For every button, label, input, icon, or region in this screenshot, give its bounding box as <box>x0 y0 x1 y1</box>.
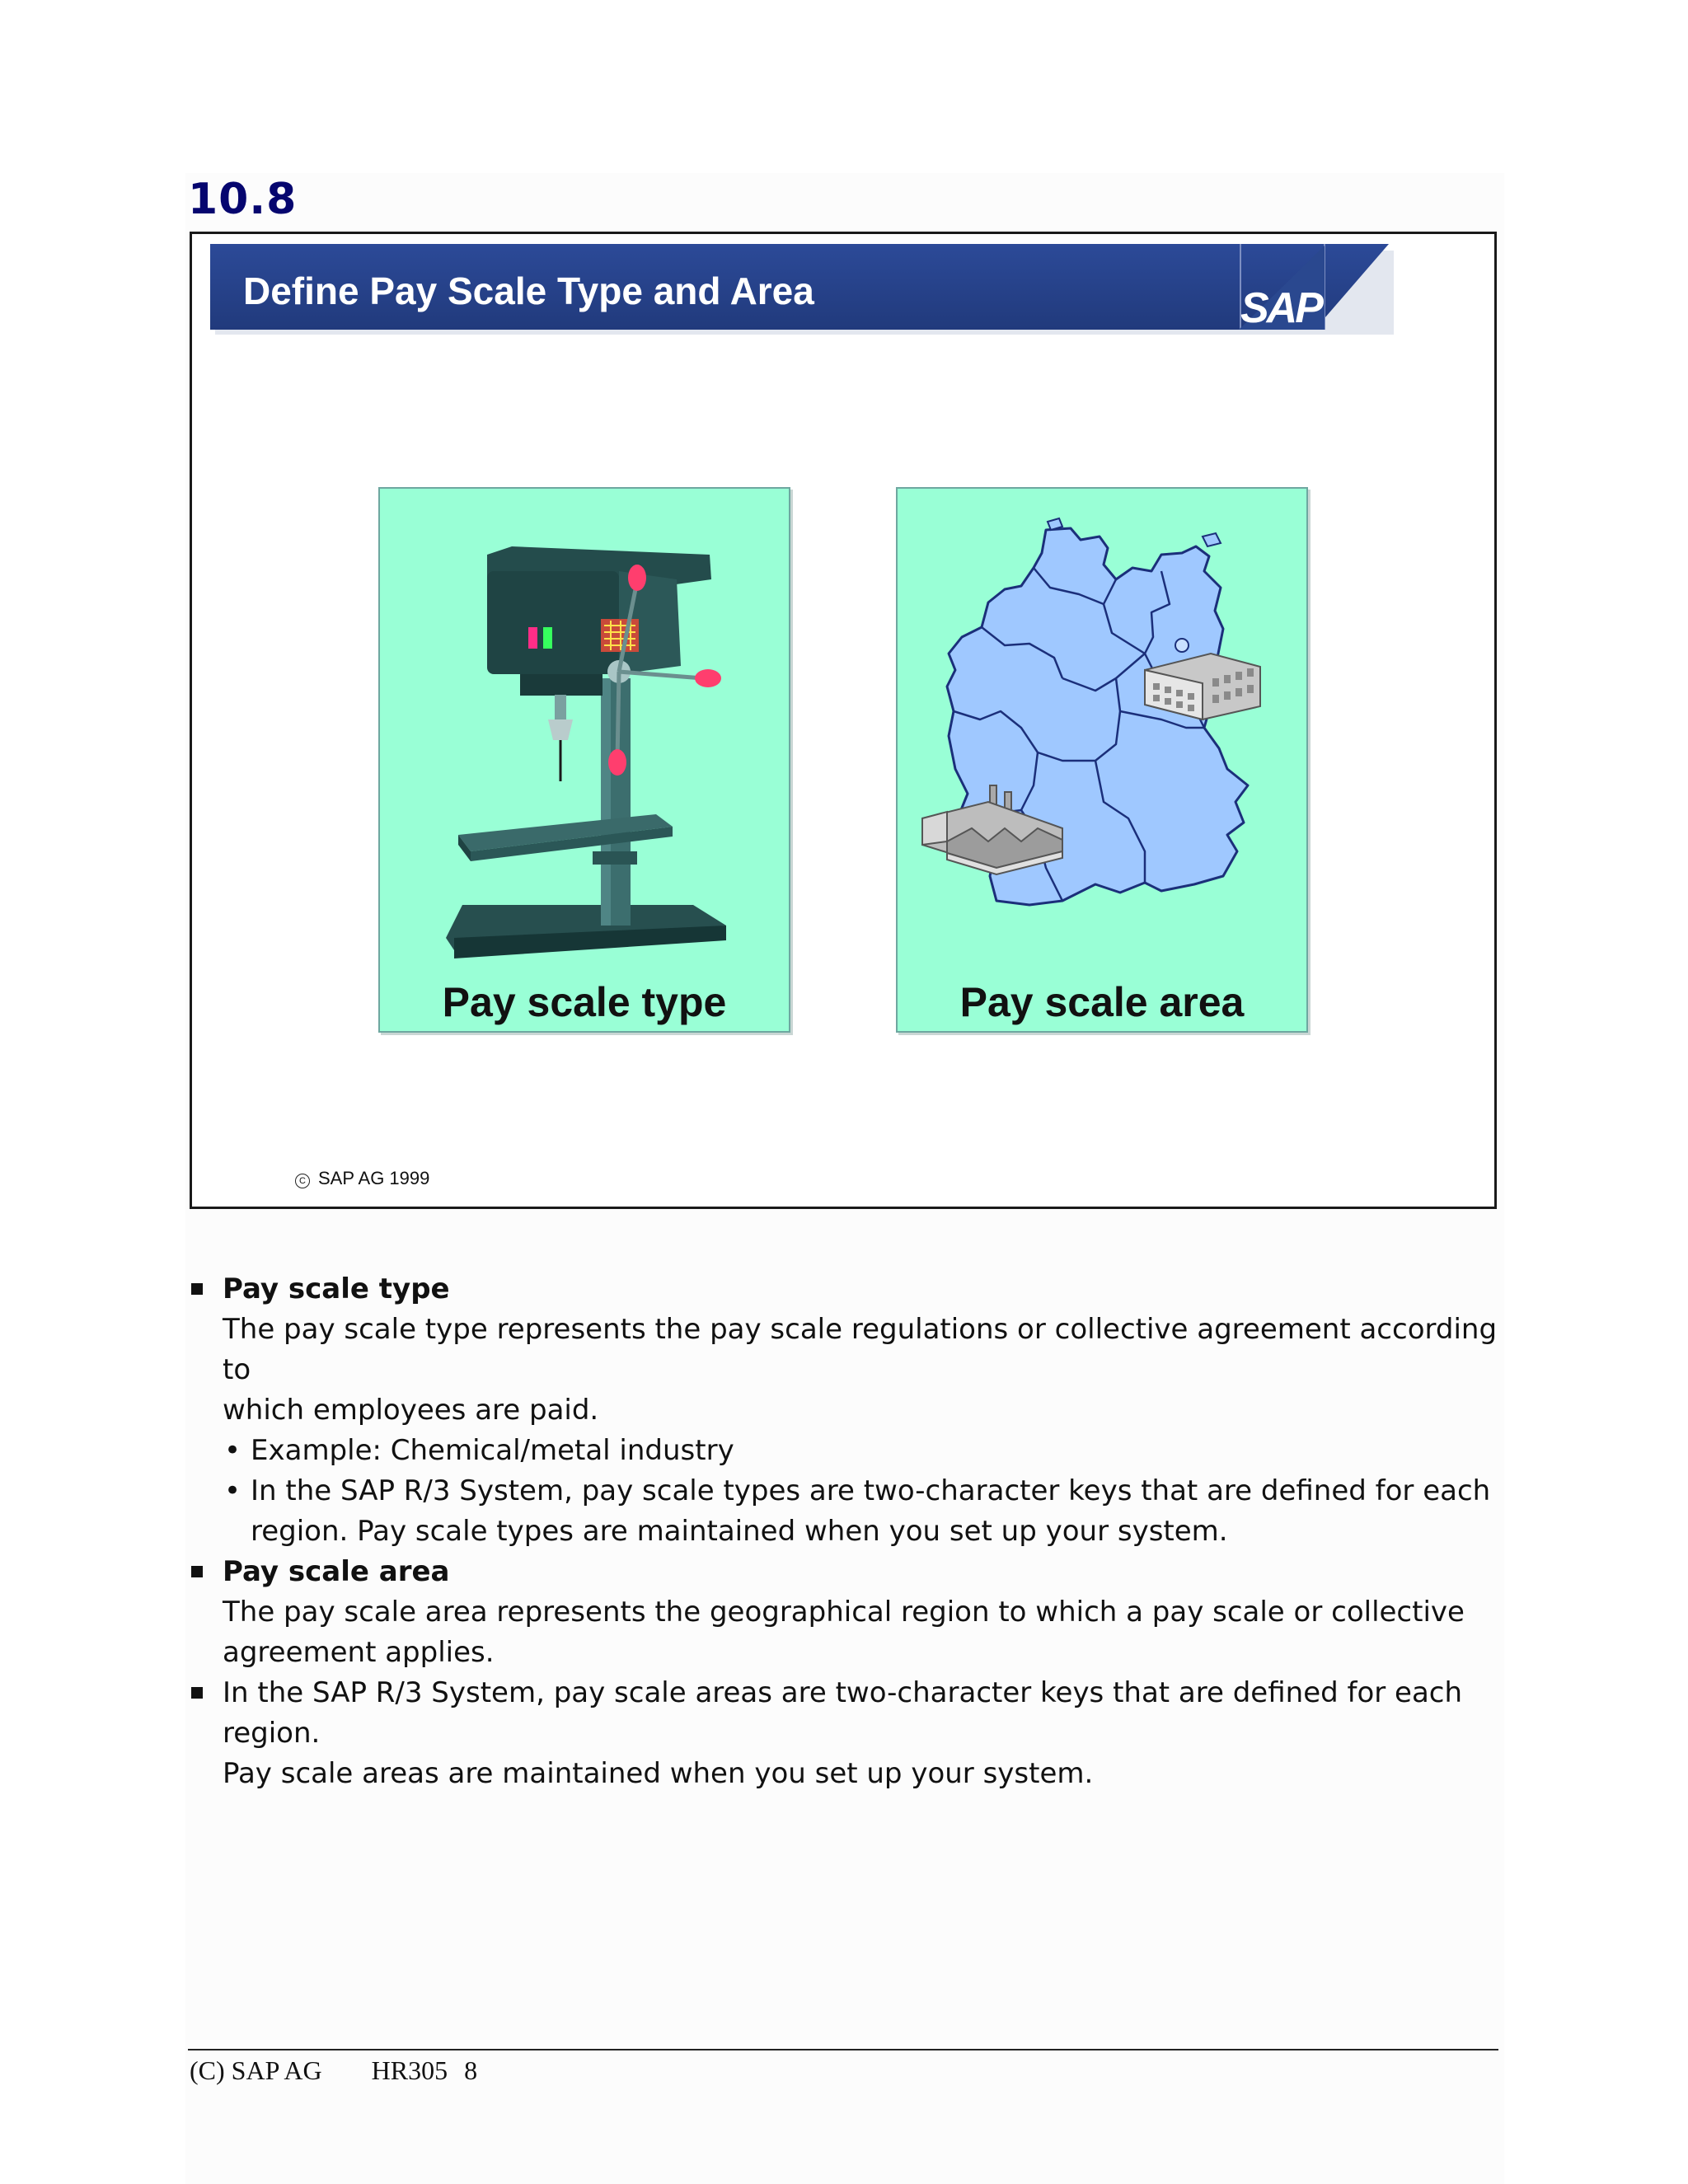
note-item-pay-scale-type <box>188 1269 1498 1431</box>
copyright-icon: C <box>295 1174 310 1188</box>
slide-frame <box>190 232 1497 1209</box>
pay-scale-type-label: Pay scale type <box>442 979 727 1025</box>
pay-scale-area-panel <box>896 487 1308 1033</box>
note-text: The pay scale area represents the geographical region to which a pay scale or collective <box>223 1596 1465 1629</box>
sub-bullet-text: Example: Chemical/metal industry <box>251 1434 734 1467</box>
germany-map-illustration <box>898 489 1306 983</box>
copyright-text: SAP AG 1999 <box>318 1168 430 1188</box>
slide-title: Define Pay Scale Type and Area <box>243 269 814 312</box>
page-footer <box>190 2055 494 2086</box>
pay-scale-type-panel <box>378 487 790 1033</box>
note-heading: Pay scale type <box>223 1272 450 1305</box>
note-text: The pay scale type represents the pay scale regulations or collective agreement according to <box>223 1313 1498 1386</box>
square-bullet-icon <box>191 1566 203 1577</box>
note-item-pay-scale-area-keys <box>188 1673 1498 1794</box>
pay-scale-area-label: Pay scale area <box>959 979 1245 1025</box>
square-bullet-icon <box>191 1283 203 1295</box>
note-heading: Pay scale area <box>223 1555 450 1588</box>
note-item-pay-scale-area <box>188 1552 1498 1673</box>
note-text: which employees are paid. <box>223 1394 599 1427</box>
footer-page-number: 8 <box>464 2055 478 2085</box>
section-number: 10.8 <box>188 175 298 224</box>
slide-title-banner <box>210 244 1414 335</box>
sub-bullet <box>188 1431 1498 1471</box>
footer-divider <box>188 2049 1498 2050</box>
bullet-icon: • <box>224 1434 241 1467</box>
sub-bullet-text: region. Pay scale types are maintained when you set up your system. <box>251 1515 1228 1548</box>
footer-owner: (C) SAP AG <box>190 2055 322 2085</box>
sub-bullet-text: In the SAP R/3 System, pay scale types are two-character keys that are defined for each <box>251 1474 1491 1507</box>
bullet-icon: • <box>224 1474 241 1507</box>
square-bullet-icon <box>191 1687 203 1699</box>
note-text: Pay scale areas are maintained when you set up your system. <box>223 1757 1094 1790</box>
sub-bullet <box>188 1471 1498 1552</box>
footer-course: HR305 <box>371 2055 448 2085</box>
sap-logo-text: SAP <box>1240 284 1321 332</box>
explanatory-notes <box>188 1269 1498 1794</box>
drill-press-illustration <box>380 489 789 983</box>
note-text: agreement applies. <box>223 1636 495 1669</box>
slide-copyright <box>295 1168 429 1189</box>
note-text: In the SAP R/3 System, pay scale areas are two-character keys that are defined for each region. <box>223 1676 1463 1750</box>
